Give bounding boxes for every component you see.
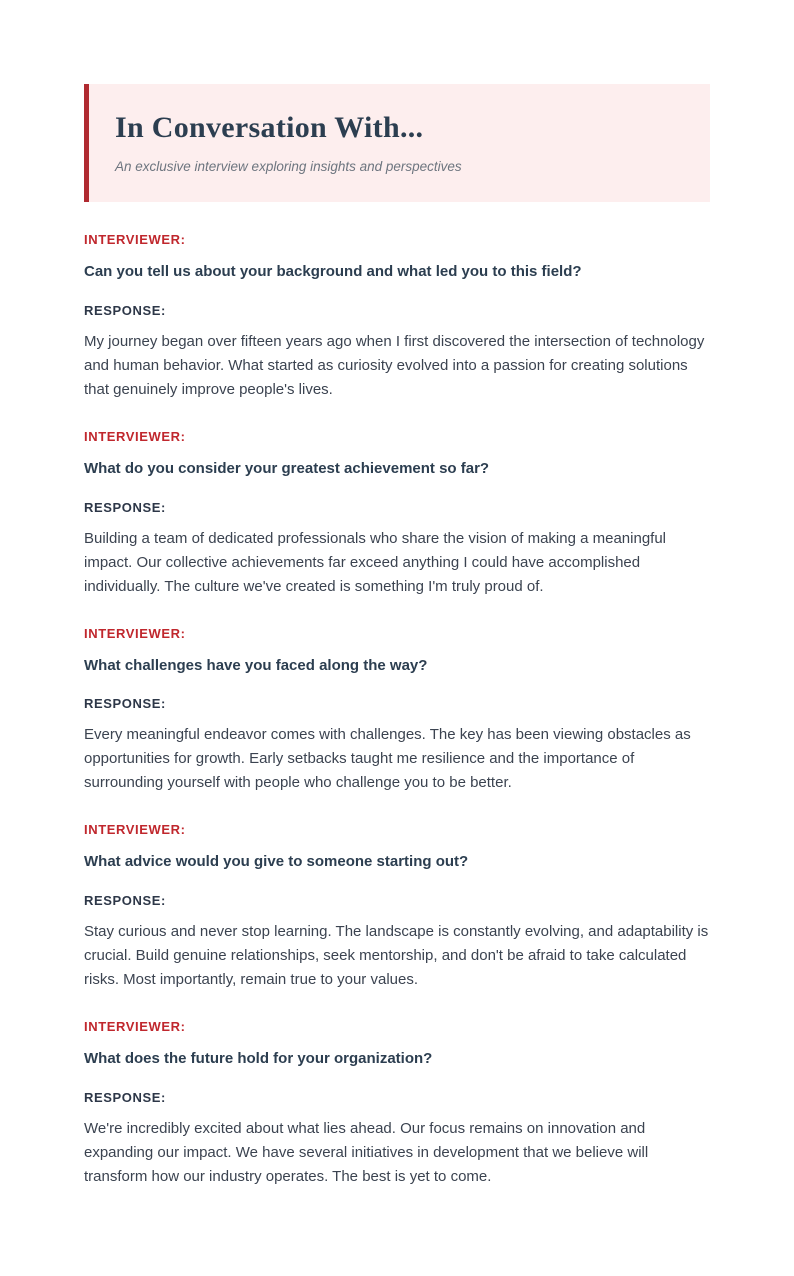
interviewer-label: INTERVIEWER: [84,822,186,838]
qa-block-4 [84,822,710,992]
qa-block-2 [84,429,710,599]
response-label: RESPONSE: [84,893,166,908]
question-text: What does the future hold for your organization? [84,1050,433,1067]
interviewer-label: INTERVIEWER: [84,1019,186,1034]
answer-text: Every meaningful endeavor comes with challenges. The key has been viewing obstacles as opportunities for growth. Early setbacks taught me resilience and the importance of surrounding yourself with people who challenge you to be better. [84,726,691,792]
response-label: RESPONSE: [84,696,166,712]
page-title: In Conversation With... [115,111,424,144]
answer-text: My journey began over fifteen years ago when I first discovered the intersection of technology and human behavior. What started as curiosity evolved into a passion for creating solutions that genuinely improve people's lives. [84,332,705,398]
question-text: What advice would you give to someone starting out? [84,853,469,871]
answer-text: Stay curious and never stop learning. The landscape is constantly evolving, and adaptability is crucial. Build genuine relationships, seek mentorship, and don't be afraid to take calculated risks. Most importantly, remain true to your values. [84,923,709,988]
interviewer-label: INTERVIEWER: [84,625,186,641]
interviewer-label: INTERVIEWER: [84,428,186,444]
question-text: What do you consider your greatest achievement so far? [84,459,490,477]
qa-block-3 [84,626,710,796]
header-card [84,84,710,202]
response-label: RESPONSE: [84,499,166,515]
answer-text: We're incredibly excited about what lies ahead. Our focus remains on innovation and expanding our impact. We have several initiatives in development that we believe will transform how our industry operates. The best is yet to come. [84,1119,649,1185]
response-label: RESPONSE: [84,302,166,318]
answer-text: Building a team of dedicated professionals who share the vision of making a meaningful impact. Our collective achievements far exceed anything I could have accomplished individually. The culture we've created is something I'm truly proud of. [84,529,667,595]
qa-block-5 [84,1019,710,1189]
question-text: Can you tell us about your background and what led you to this field? [84,263,582,280]
response-label: RESPONSE: [84,1089,166,1105]
question-text: What challenges have you faced along the way? [84,656,428,674]
interviewer-label: INTERVIEWER: [84,232,186,247]
page-subtitle: An exclusive interview exploring insights and perspectives [115,159,462,174]
qa-block-1 [84,232,710,402]
